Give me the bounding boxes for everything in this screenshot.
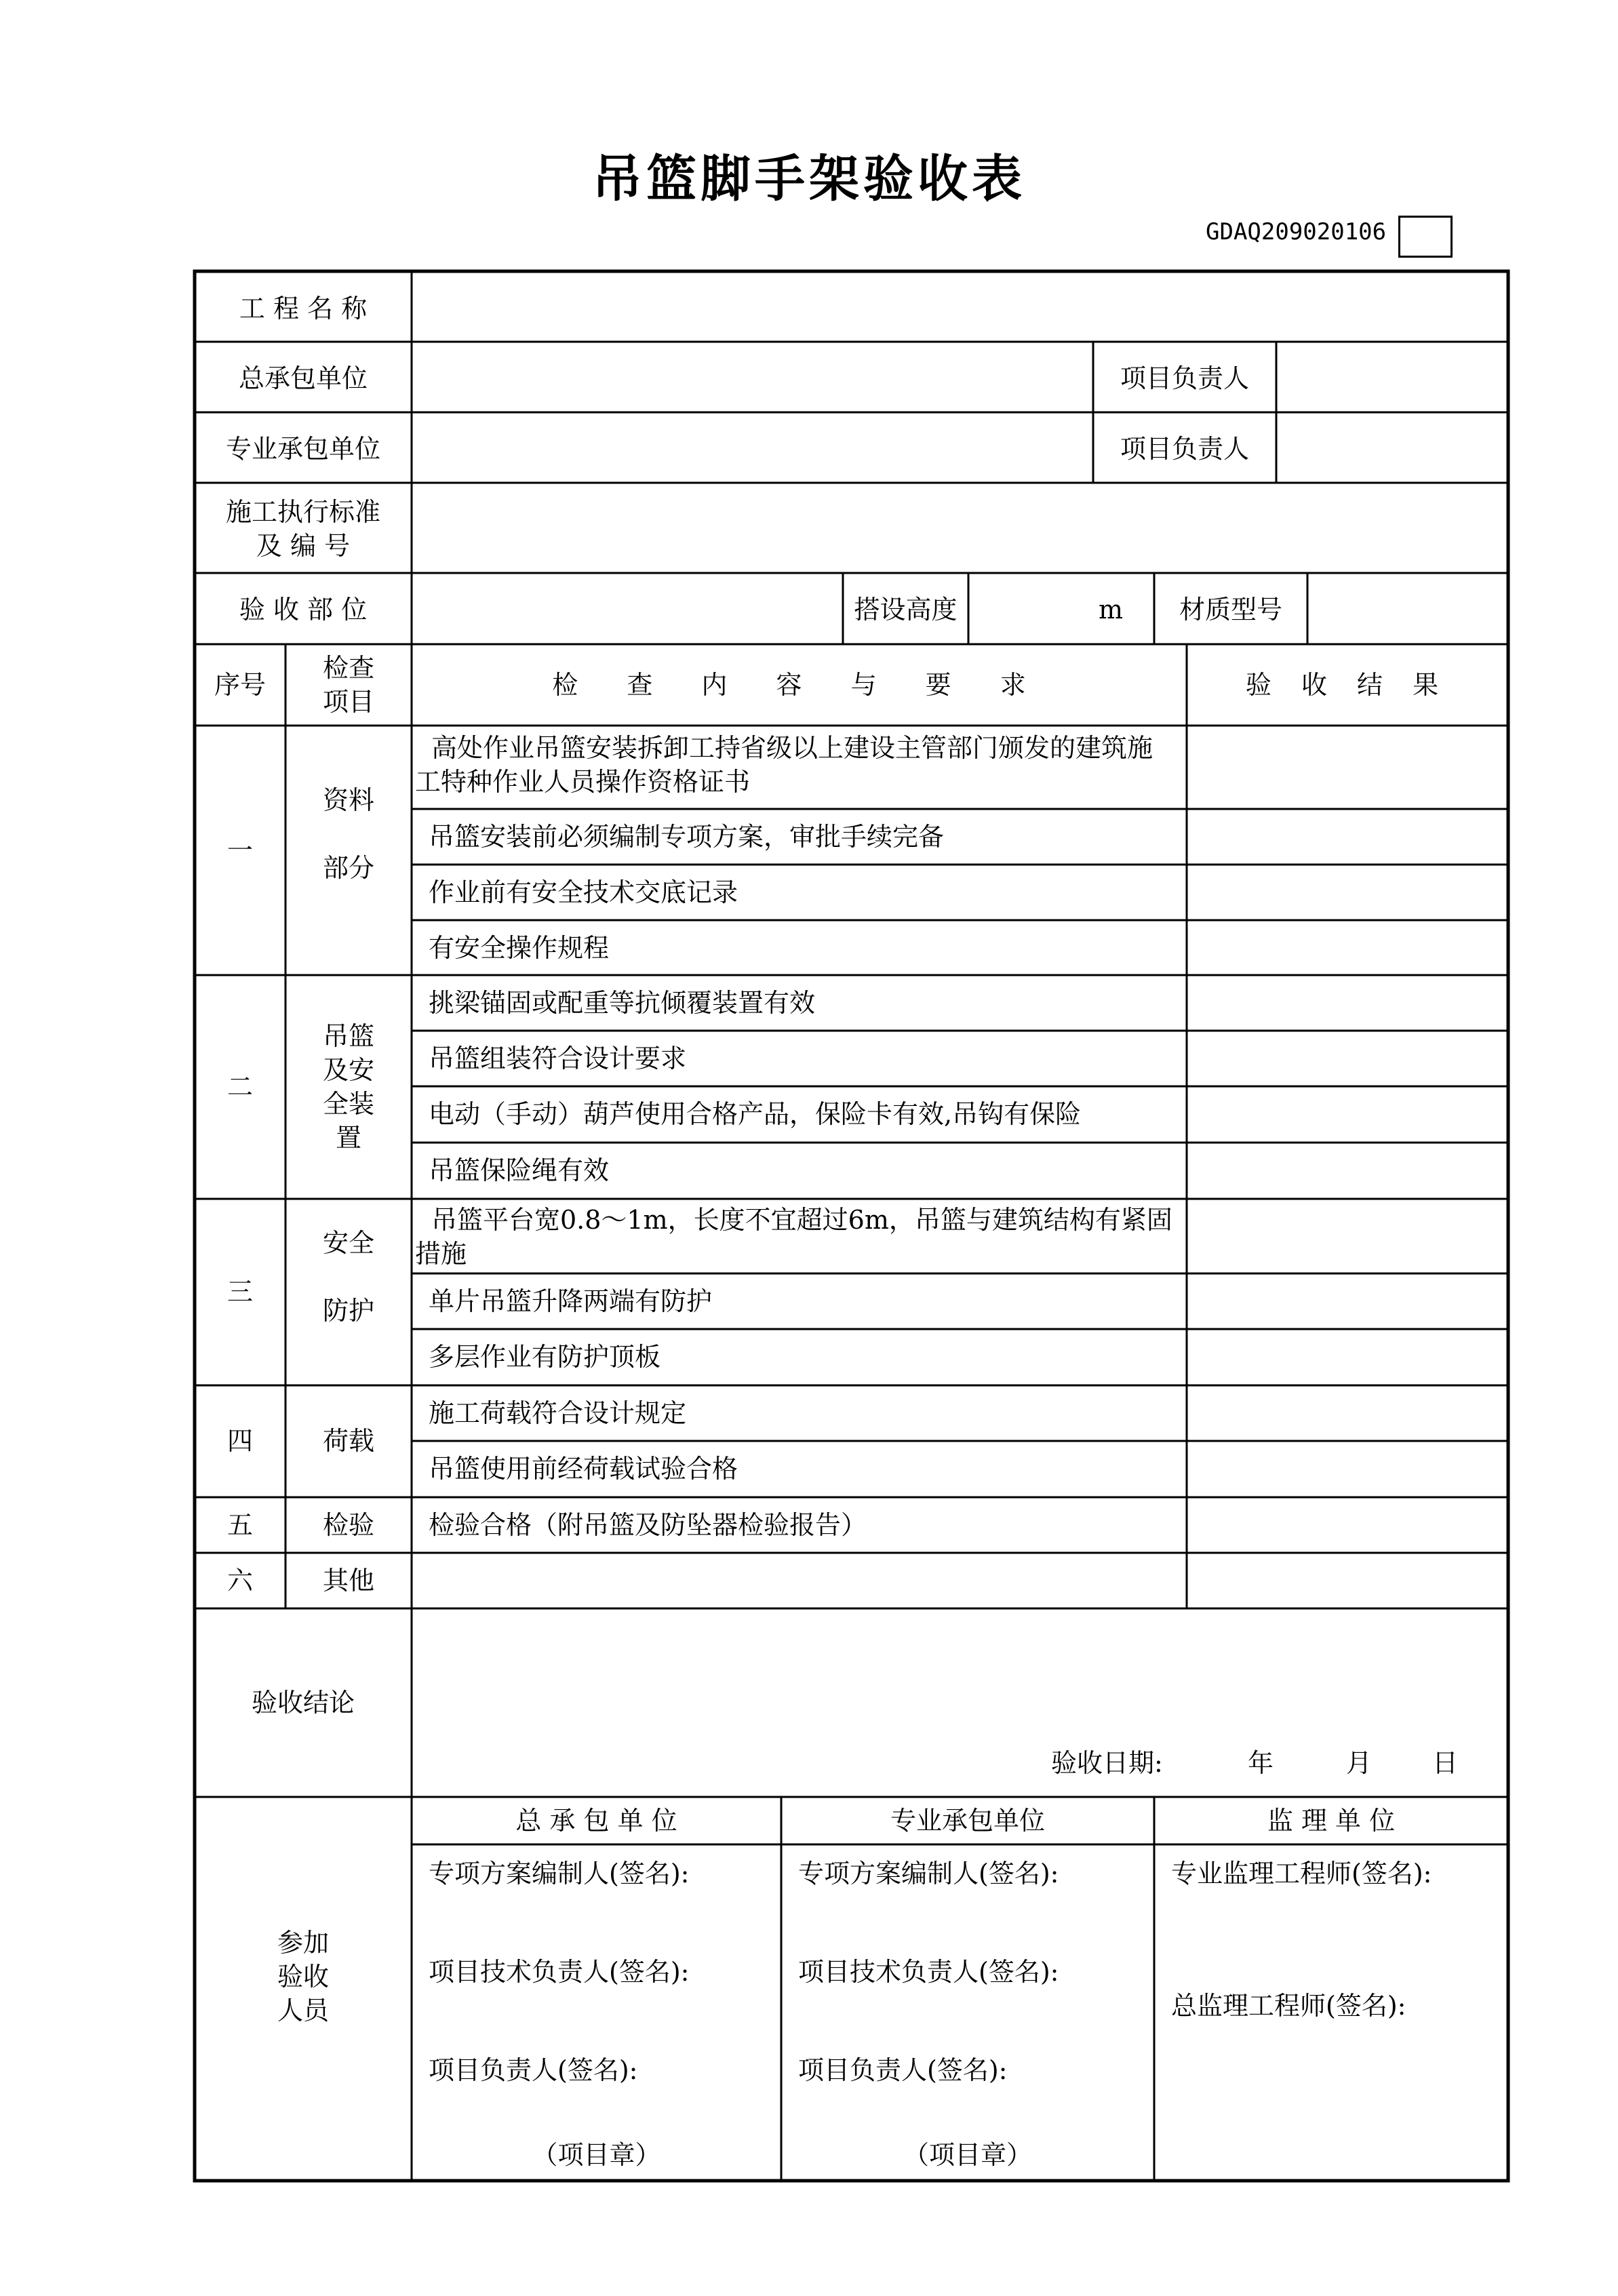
check-item-13: 吊篮使用前经荷载试验合格 bbox=[429, 1454, 738, 1484]
col-item-2: 项目 bbox=[322, 687, 374, 717]
supervisor-header: 监 理 单 位 bbox=[1267, 1806, 1396, 1836]
group-2-item-1: 吊篮 bbox=[322, 1021, 374, 1051]
material-label: 材质型号 bbox=[1179, 595, 1282, 625]
conclusion-field[interactable] bbox=[415, 1614, 1503, 1736]
col-seq: 序号 bbox=[214, 670, 266, 700]
group-1-seq: 一 bbox=[226, 835, 253, 865]
project-name-label: 工 程 名 称 bbox=[239, 294, 368, 323]
specialty-stamp: （项目章） bbox=[903, 2140, 1032, 2170]
group-3-item-2: 防护 bbox=[322, 1296, 374, 1326]
pm-field-2[interactable] bbox=[1280, 418, 1503, 479]
height-label: 搭设高度 bbox=[854, 595, 958, 625]
page-title: 吊篮脚手架验收表 bbox=[592, 150, 1026, 208]
group-1-item-1: 资料 bbox=[322, 785, 374, 815]
location-field[interactable] bbox=[415, 580, 839, 641]
group-4-seq: 四 bbox=[226, 1426, 253, 1456]
conclusion-month: 月 bbox=[1346, 1748, 1373, 1778]
check-item-6: 吊篮组装符合设计要求 bbox=[429, 1044, 687, 1073]
specialty-contractor-label: 专业承包单位 bbox=[225, 434, 380, 464]
check-item-7: 电动（手动）葫芦使用合格产品，保险卡有效,吊钩有保险 bbox=[429, 1099, 1082, 1129]
general-contractor-field[interactable] bbox=[415, 347, 1090, 408]
check-item-14: 检验合格（附吊篮及防坠器检验报告） bbox=[429, 1510, 867, 1540]
pm-field-1[interactable] bbox=[1280, 347, 1503, 408]
group-2-item-2: 及安 bbox=[322, 1055, 374, 1085]
col-item-1: 检查 bbox=[322, 653, 374, 683]
form-code: GDAQ209020106 bbox=[1206, 218, 1387, 245]
check-item-1: 高处作业吊篮安装拆卸工持省级以上建设主管部门颁发的建筑施工特种作业人员操作资格证书 bbox=[415, 733, 1153, 797]
col-content: 检 查 内 容 与 要 求 bbox=[552, 670, 1046, 700]
check-item-12: 施工荷载符合设计规定 bbox=[429, 1398, 687, 1428]
group-4-item-1: 荷载 bbox=[322, 1426, 374, 1456]
group-5-item-1: 检验 bbox=[322, 1510, 374, 1540]
participants-label-1: 参加 bbox=[277, 1928, 329, 1958]
col-result: 验 收 结 果 bbox=[1245, 670, 1450, 700]
result-field-1[interactable] bbox=[1190, 729, 1505, 806]
group-1-item-2: 部分 bbox=[322, 853, 374, 883]
general-stamp: （项目章） bbox=[532, 2140, 661, 2170]
group-3-seq: 三 bbox=[226, 1277, 253, 1307]
material-field[interactable] bbox=[1311, 580, 1504, 641]
pm-label-1: 项目负责人 bbox=[1120, 363, 1249, 393]
participants-label-2: 验收 bbox=[277, 1962, 329, 1992]
group-2-item-3: 全装 bbox=[322, 1089, 374, 1119]
group-5-seq: 五 bbox=[226, 1510, 253, 1540]
check-item-11: 多层作业有防护顶板 bbox=[429, 1342, 661, 1372]
standard-field[interactable] bbox=[415, 488, 1503, 570]
group-6-item-1: 其他 bbox=[322, 1566, 374, 1596]
check-item-5: 挑梁锚固或配重等抗倾覆装置有效 bbox=[429, 988, 816, 1018]
general-line-1: 专项方案编制人(签名): bbox=[429, 1859, 690, 1888]
standard-label-2: 及 编 号 bbox=[256, 531, 351, 561]
check-item-4: 有安全操作规程 bbox=[429, 933, 610, 963]
general-line-3: 项目负责人(签名): bbox=[429, 2055, 638, 2085]
specialty-contractor-field[interactable] bbox=[415, 418, 1090, 479]
pm-label-2: 项目负责人 bbox=[1120, 434, 1249, 464]
specialty-line-2: 项目技术负责人(签名): bbox=[798, 1957, 1059, 1987]
location-label: 验 收 部 位 bbox=[239, 595, 368, 625]
supervisor-line-2: 总监理工程师(签名): bbox=[1171, 1991, 1406, 2021]
project-name-field[interactable] bbox=[415, 285, 1503, 339]
group-6-seq: 六 bbox=[226, 1566, 253, 1596]
participants-label-3: 人员 bbox=[277, 1996, 329, 2025]
specialty-header: 专业承包单位 bbox=[890, 1806, 1045, 1836]
specialty-line-1: 专项方案编制人(签名): bbox=[798, 1859, 1059, 1888]
check-item-8: 吊篮保险绳有效 bbox=[429, 1155, 610, 1185]
general-header: 总 承 包 单 位 bbox=[515, 1806, 677, 1836]
check-item-9: 吊篮平台宽0.8～1m，长度不宜超过6m，吊篮与建筑结构有紧固措施 bbox=[415, 1205, 1172, 1269]
group-2-seq: 二 bbox=[226, 1072, 253, 1102]
height-unit: m bbox=[1099, 595, 1124, 625]
conclusion-year: 年 bbox=[1248, 1748, 1274, 1778]
group-2-item-4: 置 bbox=[335, 1123, 361, 1153]
check-item-3: 作业前有安全技术交底记录 bbox=[429, 877, 738, 907]
group-3-item-1: 安全 bbox=[322, 1228, 374, 1258]
check-item-2: 吊篮安装前必须编制专项方案，审批手续完备 bbox=[429, 822, 945, 852]
specialty-line-3: 项目负责人(签名): bbox=[798, 2055, 1008, 2085]
general-contractor-label: 总承包单位 bbox=[238, 363, 368, 393]
general-line-2: 项目技术负责人(签名): bbox=[429, 1957, 690, 1987]
standard-label-1: 施工执行标准 bbox=[225, 497, 380, 527]
supervisor-line-1: 专业监理工程师(签名): bbox=[1171, 1859, 1432, 1888]
result-field-other[interactable] bbox=[1190, 1556, 1505, 1605]
conclusion-date-label: 验收日期: bbox=[1051, 1748, 1163, 1778]
conclusion-label: 验收结论 bbox=[251, 1688, 355, 1718]
check-item-10: 单片吊篮升降两端有防护 bbox=[429, 1286, 713, 1316]
conclusion-day: 日 bbox=[1432, 1748, 1459, 1778]
